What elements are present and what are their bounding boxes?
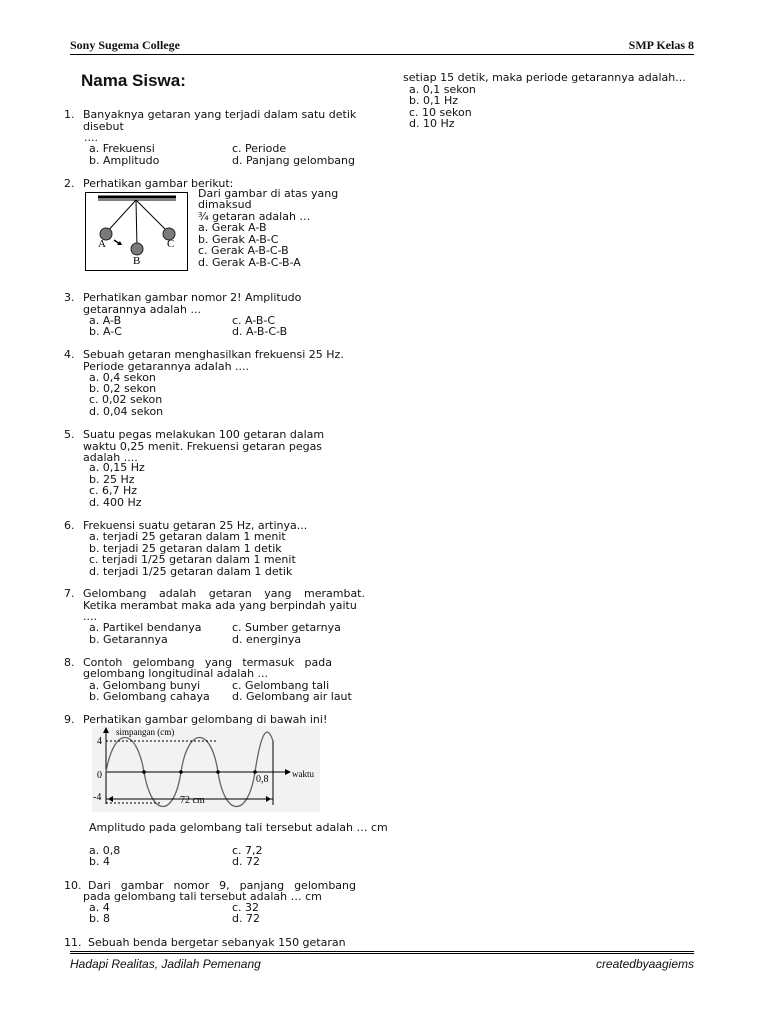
option-c: c. 6,7 Hz: [89, 484, 138, 497]
option-d: d. energinya: [232, 633, 302, 646]
question-line-1: Gelombang adalah getaran yang merambat.: [83, 587, 365, 600]
question-number: 7.: [64, 587, 75, 600]
option-d: d. A-B-C-B: [232, 325, 288, 338]
option-d: d. terjadi 1/25 getaran dalam 1 detik: [89, 565, 293, 578]
option-b: b. 8: [89, 912, 110, 925]
wavelength-label: 72 cm: [180, 795, 205, 806]
option-b: b. 0,2 sekon: [89, 382, 157, 395]
question-text: Perhatikan gambar nomor 2! Amplitudo getarannya adalah ...: [83, 291, 302, 316]
option-a: a. A-B: [89, 314, 122, 327]
option-b: b. Gerak A-B-C: [198, 233, 279, 246]
option-a: a. Gerak A-B: [198, 221, 267, 234]
label-c: C: [167, 238, 175, 250]
label-a: A: [98, 238, 106, 250]
option-d: d. 400 Hz: [89, 496, 142, 509]
header-school: Sony Sugema College: [70, 38, 181, 52]
question-text: Frekuensi suatu getaran 25 Hz, artinya...: [83, 519, 308, 532]
option-c: c. A-B-C: [232, 314, 276, 327]
option-c: c. Sumber getarnya: [232, 621, 341, 634]
question-number: 8.: [64, 656, 75, 669]
option-a: a. 0,8: [89, 844, 121, 857]
option-c: c. 10 sekon: [409, 106, 472, 119]
option-b: b. Getarannya: [89, 633, 168, 646]
x-tick-end: 0,8: [256, 774, 269, 785]
footer-credit: createdbyaagiems: [595, 957, 694, 971]
question-11-continued: setiap 15 detik, maka periode getarannya adalah...: [403, 71, 686, 84]
option-d: d. Panjang gelombang: [232, 154, 356, 167]
option-a: a. Gelombang bunyi: [89, 679, 201, 692]
option-b: b. Amplitudo: [89, 154, 160, 167]
option-c: c. 0,02 sekon: [89, 393, 163, 406]
option-a: a. 0,1 sekon: [409, 83, 476, 96]
option-a: a. terjadi 25 getaran dalam 1 menit: [89, 530, 286, 543]
page-footer: [70, 951, 694, 971]
question-text: Banyaknya getaran yang terjadi dalam satu detik disebut: [83, 108, 357, 133]
option-d: d. 72: [232, 855, 260, 868]
option-d: d. Gelombang air laut: [232, 690, 352, 703]
pendulum-figure: [85, 192, 188, 271]
side-text-2: dimaksud: [198, 198, 252, 211]
option-b: b. A-C: [89, 325, 122, 338]
question-number: 3.: [64, 291, 75, 304]
question-text: Sebuah getaran menghasilkan frekuensi 25 Hz. Periode getarannya adalah ....: [83, 348, 344, 373]
question-number: 10.: [64, 879, 82, 892]
option-c: c. Periode: [232, 142, 287, 155]
x-axis-label: waktu: [292, 769, 314, 779]
question-line-1: Contoh gelombang yang termasuk pada: [83, 656, 332, 669]
question-number: 11.: [64, 936, 82, 949]
y-tick-bottom: -4: [93, 792, 102, 803]
question-number: 5.: [64, 428, 75, 441]
option-b: b. terjadi 25 getaran dalam 1 detik: [89, 542, 282, 555]
label-b: B: [133, 255, 141, 267]
student-name-label: Nama Siswa:: [81, 71, 186, 90]
side-text-1: Dari gambar di atas yang: [198, 187, 339, 200]
page-header: [70, 38, 694, 55]
option-d: d. 0,04 sekon: [89, 405, 164, 418]
question-line-2: Ketika merambat maka ada yang berpindah yaitu: [83, 599, 357, 612]
option-c: c. 32: [232, 901, 260, 914]
question-number: 1.: [64, 108, 75, 121]
wave-figure: [92, 726, 320, 812]
option-d: d. Gerak A-B-C-B-A: [198, 256, 301, 269]
option-a: a. 4: [89, 901, 110, 914]
option-d: d. 10 Hz: [409, 117, 455, 130]
option-b: b. 4: [89, 855, 110, 868]
question-line-2: pada gelombang tali tersebut adalah … cm: [83, 890, 322, 903]
sub-question: Amplitudo pada gelombang tali tersebut adalah … cm: [89, 821, 388, 834]
option-c: c. Gerak A-B-C-B: [198, 244, 289, 257]
question-number: 2.: [64, 177, 75, 190]
option-b: b. 0,1 Hz: [409, 94, 459, 107]
question-dots: ....: [84, 131, 98, 144]
option-a: a. Partikel bendanya: [89, 621, 202, 634]
y-tick-top: 4: [97, 736, 102, 747]
option-c: c. terjadi 1/25 getaran dalam 1 menit: [89, 553, 296, 566]
footer-motto: Hadapi Realitas, Jadilah Pemenang: [70, 957, 261, 971]
side-text-3: ¾ getaran adalah …: [198, 210, 311, 223]
option-b: b. 25 Hz: [89, 473, 135, 486]
question-dots: ....: [83, 610, 97, 623]
question-text: Suatu pegas melakukan 100 getaran dalam waktu 0,25 menit. Frekuensi getaran pegas adalah ....: [83, 428, 325, 464]
question-number: 4.: [64, 348, 75, 361]
option-a: a. 0,4 sekon: [89, 371, 156, 384]
option-b: b. Gelombang cahaya: [89, 690, 210, 703]
option-c: c. 7,2: [232, 844, 263, 857]
question-line-2: gelombang longitudinal adalah ...: [83, 667, 269, 680]
question-number: 6.: [64, 519, 75, 532]
header-class: SMP Kelas 8: [628, 38, 694, 52]
y-tick-zero: 0: [97, 770, 102, 781]
question-text: Sebuah benda bergetar sebanyak 150 getaran: [88, 936, 346, 949]
option-d: d. 72: [232, 912, 260, 925]
option-a: a. Frekuensi: [89, 142, 155, 155]
question-text: Perhatikan gambar berikut:: [83, 177, 234, 190]
option-a: a. 0,15 Hz: [89, 461, 145, 474]
y-axis-label: simpangan (cm): [116, 727, 175, 737]
question-line-1: Dari gambar nomor 9, panjang gelombang: [88, 879, 356, 892]
option-c: c. Gelombang tali: [232, 679, 330, 692]
question-number: 9.: [64, 713, 75, 726]
bob-b: [131, 243, 143, 255]
question-text: Perhatikan gambar gelombang di bawah ini!: [83, 713, 328, 726]
